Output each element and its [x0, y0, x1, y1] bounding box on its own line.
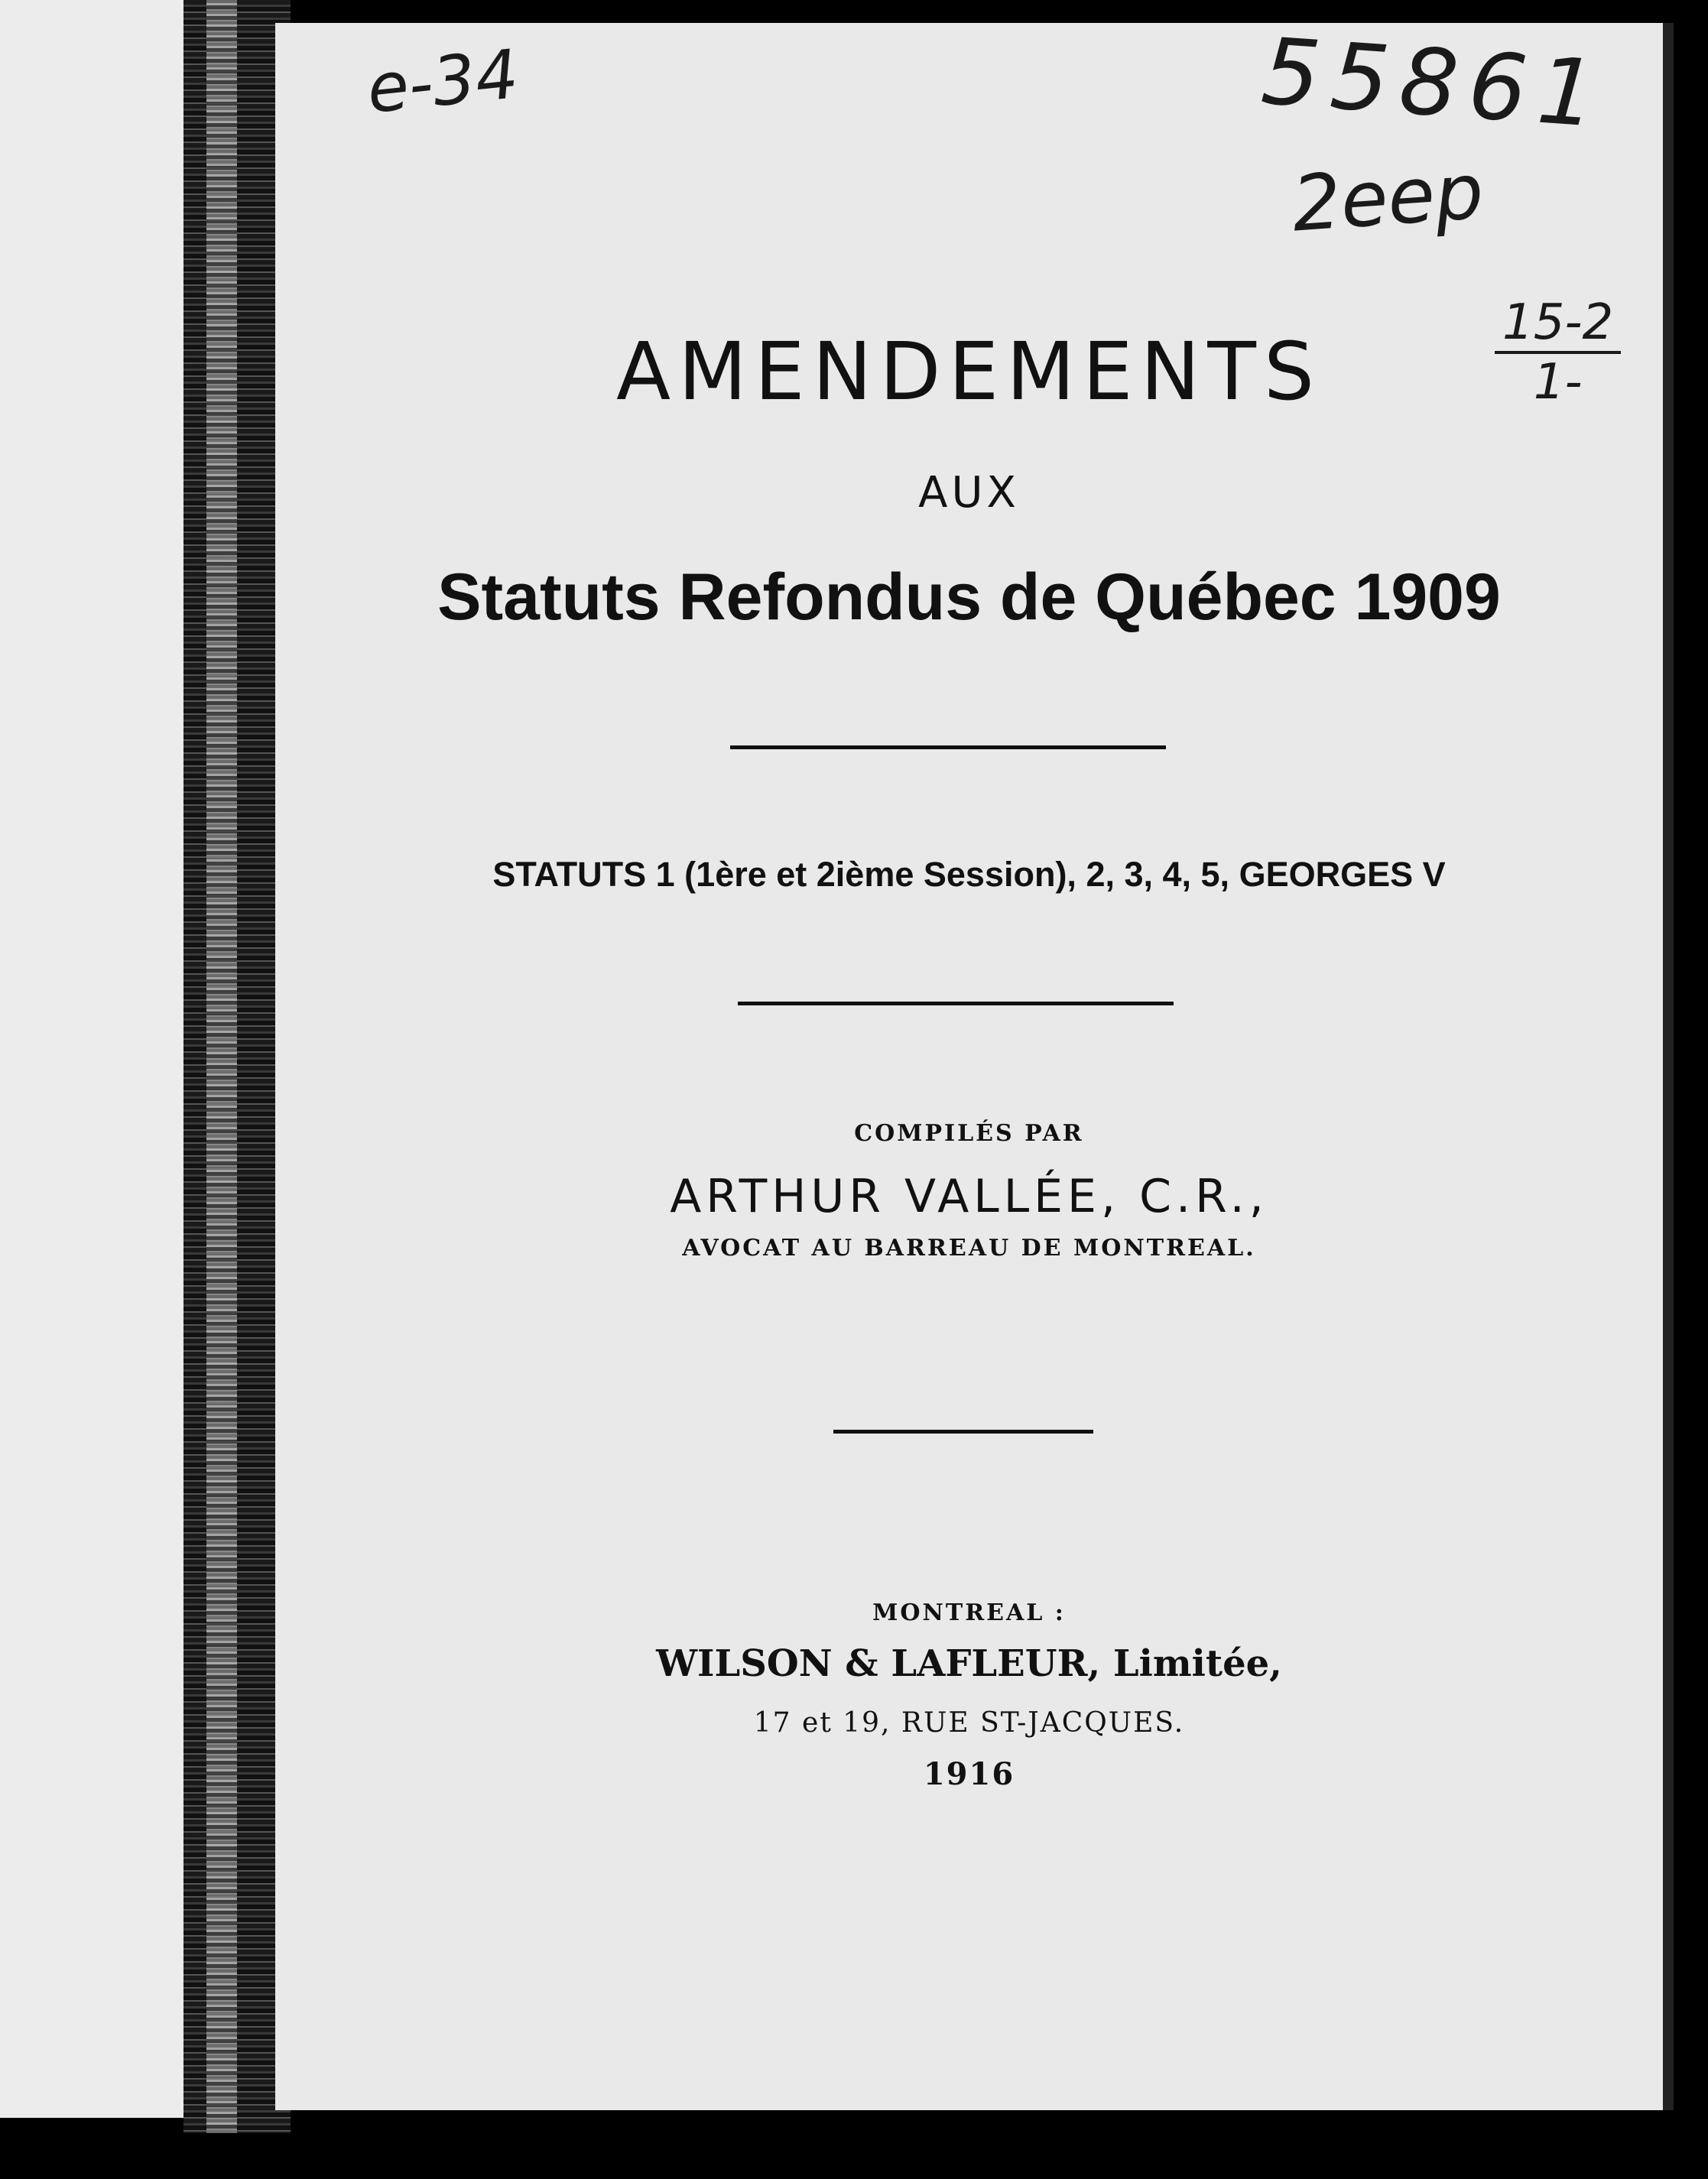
divider-rule-1: [730, 745, 1166, 749]
handwritten-note-top-left: e-34: [363, 34, 522, 129]
divider-rule-3: [833, 1430, 1093, 1434]
document-subject: Statuts Refondus de Québec 1909: [437, 560, 1501, 634]
left-page: [0, 0, 206, 2118]
fraction-numerator: 15-2: [1495, 294, 1621, 354]
handwritten-code: 2eep: [1289, 146, 1486, 249]
imprint-address: 17 et 19, RUE ST-JACQUES.: [753, 1707, 1185, 1739]
book-spine: [183, 0, 291, 2133]
author-name: ARTHUR VALLÉE, C.R.,: [670, 1170, 1268, 1223]
sessions-line: STATUTS 1 (1ère et 2ième Session), 2, 3, 4, 5, GEORGES V: [492, 855, 1446, 894]
imprint-city: MONTREAL :: [872, 1599, 1066, 1626]
author-title: AVOCAT AU BARREAU DE MONTREAL.: [682, 1235, 1256, 1262]
handwritten-number: 55861: [1258, 18, 1611, 149]
imprint-publisher: WILSON & LAFLEUR, Limitée,: [656, 1642, 1282, 1685]
divider-rule-2: [738, 1002, 1174, 1005]
spine-edge: [206, 0, 237, 2133]
imprint-year: 1916: [923, 1756, 1015, 1792]
compiled-by-label: COMPILÉS PAR: [854, 1120, 1084, 1147]
fraction-denominator: 1-: [1533, 354, 1583, 411]
title-connector: AUX: [918, 468, 1020, 518]
document-title: AMENDEMENTS: [616, 325, 1322, 418]
